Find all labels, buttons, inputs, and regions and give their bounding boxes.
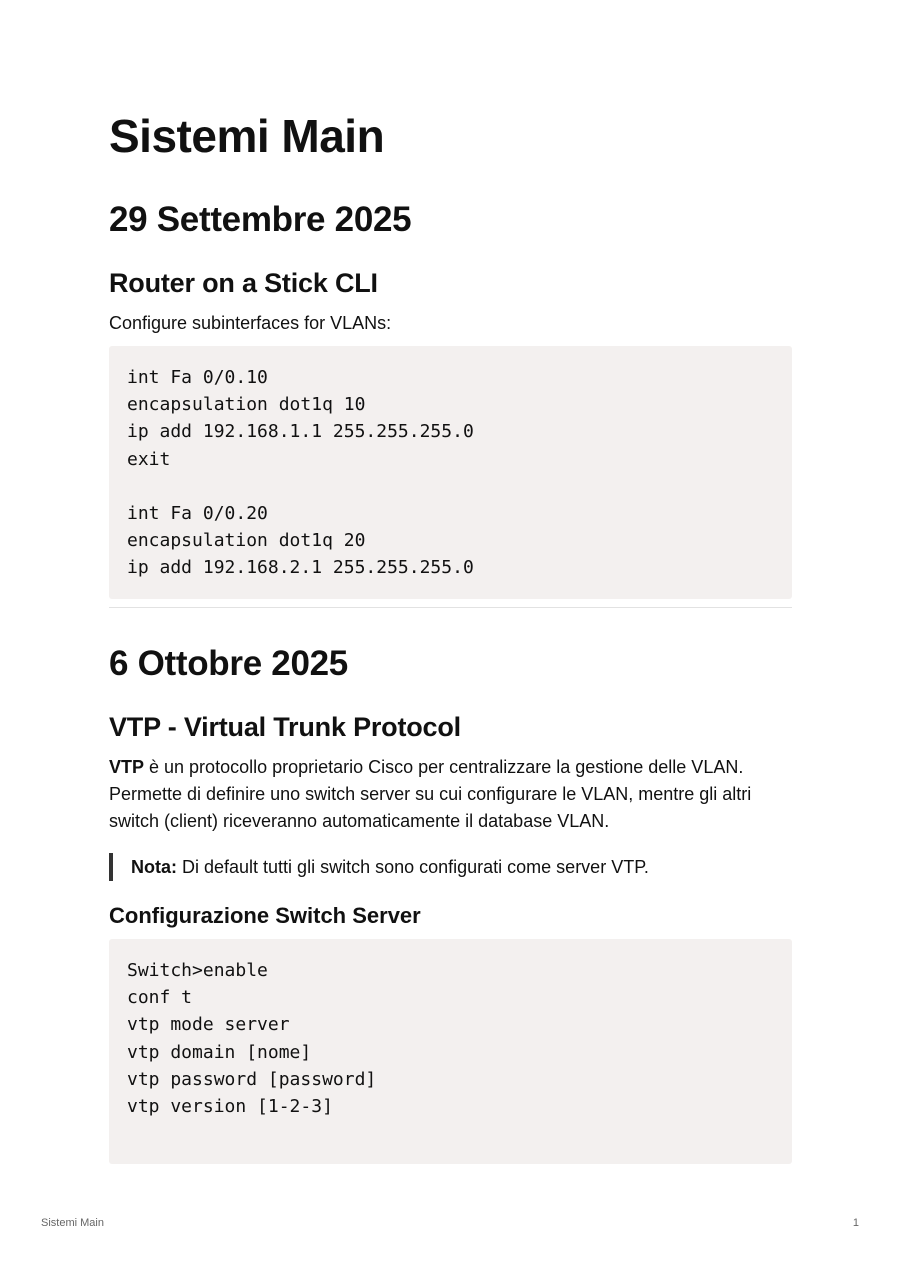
code-line: exit xyxy=(127,448,171,470)
note-blockquote xyxy=(109,853,792,881)
code-line: vtp mode server xyxy=(127,1014,290,1036)
section-heading-6-ottobre: 6 Ottobre 2025 xyxy=(109,644,348,683)
note-label: Nota: xyxy=(131,857,177,877)
code-line: encapsulation dot1q 10 xyxy=(127,394,366,416)
code-line: int Fa 0/0.10 xyxy=(127,367,268,388)
code-line: int Fa 0/0.20 xyxy=(127,502,268,524)
vtp-term: VTP xyxy=(109,757,145,777)
vtp-description-text: è un protocollo proprietario Cisco per centralizzare la gestione delle VLAN. Permette di definire uno switch server su cui configurare le VLAN, mentre gli altri switch (client) riceveranno automaticamente il database VLAN. xyxy=(109,757,752,831)
section-divider xyxy=(109,607,792,608)
subheading-router-on-a-stick: Router on a Stick CLI xyxy=(109,268,378,298)
code-line: vtp domain [nome] xyxy=(127,1041,312,1063)
router-code-block xyxy=(109,346,792,599)
code-line: ip add 192.168.2.1 255.255.255.0 xyxy=(127,557,474,579)
document-title: Sistemi Main xyxy=(109,110,385,162)
code-line: encapsulation dot1q 20 xyxy=(127,530,366,552)
switch-code-block xyxy=(109,939,792,1164)
footer-document-title: Sistemi Main xyxy=(41,1217,104,1229)
subheading-vtp: VTP - Virtual Trunk Protocol xyxy=(109,712,461,742)
footer-page-number: 1 xyxy=(852,1217,859,1229)
note-text: Di default tutti gli switch sono configurati come server VTP. xyxy=(177,857,649,877)
code-line: ip add 192.168.1.1 255.255.255.0 xyxy=(127,421,474,443)
code-line: vtp version [1-2-3] xyxy=(127,1095,333,1117)
subheading-configurazione-switch-server: Configurazione Switch Server xyxy=(109,903,421,928)
vtp-description xyxy=(109,754,792,835)
code-line: vtp password [password] xyxy=(127,1068,377,1090)
code-line: Switch>enable xyxy=(127,960,268,981)
code-line xyxy=(127,473,774,500)
code-line: conf t xyxy=(127,987,193,1009)
intro-text: Configure subinterfaces for VLANs: xyxy=(109,313,392,333)
section-heading-29-settembre: 29 Settembre 2025 xyxy=(109,200,412,239)
